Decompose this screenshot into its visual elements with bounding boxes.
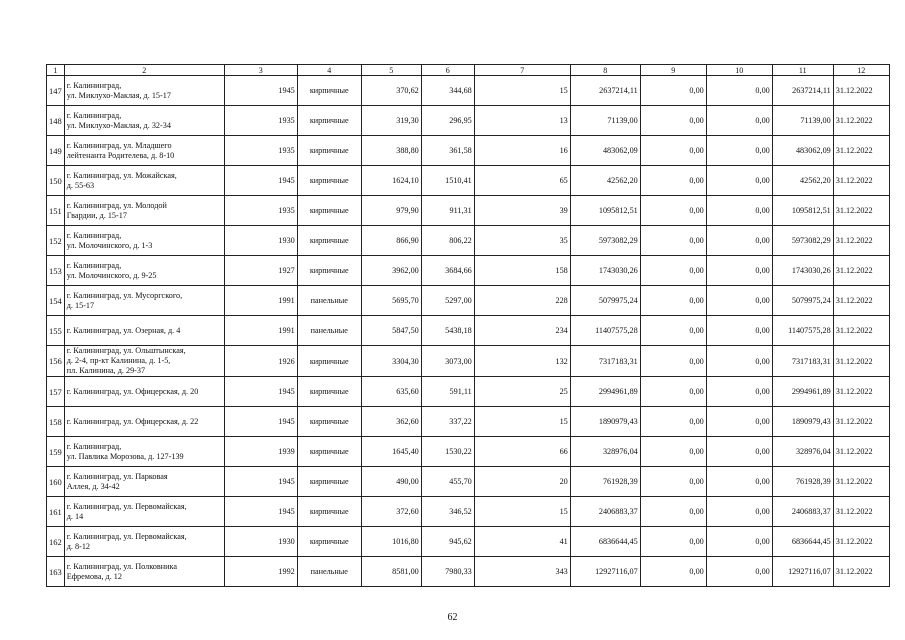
residents-count-cell: 15 (474, 407, 570, 437)
budget-cost-cell: 0,00 (706, 226, 772, 256)
address-line: ул. Молочинского, д. 1-3 (66, 240, 153, 250)
table-row (47, 226, 890, 256)
fund-cost-cell: 0,00 (640, 316, 706, 346)
total-area-cell: 3962,00 (361, 256, 421, 286)
year-built-cell: 1930 (224, 226, 297, 256)
address-line: ул. Молочинского, д. 9-25 (66, 270, 157, 280)
total-cost-cell: 1743030,26 (570, 256, 640, 286)
fund-cost-cell: 0,00 (640, 76, 706, 106)
budget-cost-cell: 0,00 (706, 76, 772, 106)
column-number-cell: 1 (47, 65, 65, 76)
table-row (47, 286, 890, 316)
column-number-cell: 12 (833, 65, 889, 76)
residents-count-cell: 158 (474, 256, 570, 286)
total-cost-cell: 483062,09 (570, 136, 640, 166)
residents-count-cell: 65 (474, 166, 570, 196)
living-area-cell: 346,52 (421, 497, 474, 527)
address-cell (64, 316, 224, 346)
budget-cost-cell: 0,00 (706, 377, 772, 407)
row-number-cell: 154 (47, 286, 65, 316)
total-cost-cell: 328976,04 (570, 437, 640, 467)
table-row (47, 136, 890, 166)
total-cost-cell: 71139,00 (570, 106, 640, 136)
row-number-cell: 161 (47, 497, 65, 527)
residents-count-cell: 16 (474, 136, 570, 166)
address-line: Ефремова, д. 12 (66, 571, 122, 581)
living-area-cell: 3684,66 (421, 256, 474, 286)
year-built-cell: 1945 (224, 407, 297, 437)
row-number-cell: 148 (47, 106, 65, 136)
address-line: ул. Миклухо-Маклая, д. 32-34 (66, 120, 171, 130)
wall-material-cell: кирпичные (297, 166, 361, 196)
wall-material-cell: панельные (297, 316, 361, 346)
wall-material-cell: кирпичные (297, 256, 361, 286)
completion-date-cell: 31.12.2022 (833, 407, 889, 437)
completion-date-cell: 31.12.2022 (833, 136, 889, 166)
address-cell (64, 407, 224, 437)
column-number-cell: 10 (706, 65, 772, 76)
total-cost-cell: 1890979,43 (570, 407, 640, 437)
fund-cost-cell: 0,00 (640, 286, 706, 316)
row-number-cell: 149 (47, 136, 65, 166)
address-line: пл. Калинина, д. 29-37 (66, 366, 146, 375)
total-cost-cell: 2406883,37 (570, 497, 640, 527)
address-line: г. Калининград, ул. Младшего (66, 140, 172, 150)
fund-cost-cell: 0,00 (640, 256, 706, 286)
total-area-cell: 3304,30 (361, 346, 421, 377)
fund-cost-cell: 0,00 (640, 557, 706, 587)
address-line: г. Калининград, ул. Офицерская, д. 22 (66, 416, 199, 426)
address-line: г. Калининград, (66, 441, 122, 451)
completion-date-cell: 31.12.2022 (833, 166, 889, 196)
column-number-cell: 8 (570, 65, 640, 76)
completion-date-cell: 31.12.2022 (833, 437, 889, 467)
table-row (47, 497, 890, 527)
other-cost-cell: 5973082,29 (772, 226, 833, 256)
completion-date-cell: 31.12.2022 (833, 557, 889, 587)
table-row (47, 557, 890, 587)
fund-cost-cell: 0,00 (640, 527, 706, 557)
fund-cost-cell: 0,00 (640, 407, 706, 437)
year-built-cell: 1945 (224, 497, 297, 527)
living-area-cell: 296,95 (421, 106, 474, 136)
housing-table (46, 64, 890, 587)
other-cost-cell: 11407575,28 (772, 316, 833, 346)
address-cell (64, 497, 224, 527)
residents-count-cell: 41 (474, 527, 570, 557)
address-line: г. Калининград, ул. Полковника (66, 561, 177, 571)
address-cell (64, 196, 224, 226)
address-line: г. Калининград, ул. Мусоргского, (66, 290, 183, 300)
address-line: г. Калининград, ул. Первомайская, (66, 531, 187, 541)
address-cell (64, 286, 224, 316)
table-row (47, 316, 890, 346)
wall-material-cell: кирпичные (297, 136, 361, 166)
address-line: ул. Миклухо-Маклая, д. 15-17 (66, 90, 171, 100)
table-row (47, 166, 890, 196)
completion-date-cell: 31.12.2022 (833, 316, 889, 346)
other-cost-cell: 5079975,24 (772, 286, 833, 316)
other-cost-cell: 483062,09 (772, 136, 833, 166)
completion-date-cell: 31.12.2022 (833, 286, 889, 316)
total-cost-cell: 11407575,28 (570, 316, 640, 346)
address-cell (64, 256, 224, 286)
year-built-cell: 1930 (224, 527, 297, 557)
total-area-cell: 635,60 (361, 377, 421, 407)
living-area-cell: 361,58 (421, 136, 474, 166)
other-cost-cell: 42562,20 (772, 166, 833, 196)
total-area-cell: 979,90 (361, 196, 421, 226)
table-row (47, 76, 890, 106)
row-number-cell: 156 (47, 346, 65, 377)
other-cost-cell: 1890979,43 (772, 407, 833, 437)
address-cell (64, 106, 224, 136)
address-cell (64, 467, 224, 497)
row-number-cell: 155 (47, 316, 65, 346)
completion-date-cell: 31.12.2022 (833, 76, 889, 106)
completion-date-cell: 31.12.2022 (833, 527, 889, 557)
living-area-cell: 7980,33 (421, 557, 474, 587)
row-number-cell: 153 (47, 256, 65, 286)
fund-cost-cell: 0,00 (640, 377, 706, 407)
living-area-cell: 3073,00 (421, 346, 474, 377)
wall-material-cell: кирпичные (297, 497, 361, 527)
living-area-cell: 1530,22 (421, 437, 474, 467)
column-number-cell: 11 (772, 65, 833, 76)
wall-material-cell: кирпичные (297, 467, 361, 497)
completion-date-cell: 31.12.2022 (833, 226, 889, 256)
address-line: д. 8-12 (66, 541, 91, 551)
residents-count-cell: 20 (474, 467, 570, 497)
other-cost-cell: 1095812,51 (772, 196, 833, 226)
residents-count-cell: 132 (474, 346, 570, 377)
address-line: г. Калининград, (66, 260, 122, 270)
other-cost-cell: 71139,00 (772, 106, 833, 136)
budget-cost-cell: 0,00 (706, 497, 772, 527)
year-built-cell: 1935 (224, 106, 297, 136)
year-built-cell: 1992 (224, 557, 297, 587)
year-built-cell: 1991 (224, 286, 297, 316)
living-area-cell: 806,22 (421, 226, 474, 256)
row-number-cell: 159 (47, 437, 65, 467)
living-area-cell: 337,22 (421, 407, 474, 437)
completion-date-cell: 31.12.2022 (833, 196, 889, 226)
completion-date-cell: 31.12.2022 (833, 256, 889, 286)
budget-cost-cell: 0,00 (706, 557, 772, 587)
total-area-cell: 319,30 (361, 106, 421, 136)
row-number-cell: 147 (47, 76, 65, 106)
table-row (47, 196, 890, 226)
total-area-cell: 372,60 (361, 497, 421, 527)
residents-count-cell: 228 (474, 286, 570, 316)
address-cell (64, 136, 224, 166)
budget-cost-cell: 0,00 (706, 467, 772, 497)
row-number-cell: 152 (47, 226, 65, 256)
budget-cost-cell: 0,00 (706, 106, 772, 136)
total-cost-cell: 6836644,45 (570, 527, 640, 557)
completion-date-cell: 31.12.2022 (833, 497, 889, 527)
address-line: г. Калининград, ул. Можайская, (66, 170, 177, 180)
fund-cost-cell: 0,00 (640, 497, 706, 527)
address-cell (64, 377, 224, 407)
wall-material-cell: кирпичные (297, 407, 361, 437)
budget-cost-cell: 0,00 (706, 527, 772, 557)
column-number-cell: 4 (297, 65, 361, 76)
row-number-cell: 158 (47, 407, 65, 437)
year-built-cell: 1926 (224, 346, 297, 377)
total-area-cell: 1624,10 (361, 166, 421, 196)
living-area-cell: 911,31 (421, 196, 474, 226)
total-area-cell: 362,60 (361, 407, 421, 437)
address-line: г. Калининград, ул. Ольштынская, (66, 346, 186, 355)
fund-cost-cell: 0,00 (640, 136, 706, 166)
residents-count-cell: 15 (474, 76, 570, 106)
completion-date-cell: 31.12.2022 (833, 377, 889, 407)
row-number-cell: 150 (47, 166, 65, 196)
year-built-cell: 1935 (224, 136, 297, 166)
wall-material-cell: кирпичные (297, 76, 361, 106)
address-line: г. Калининград, ул. Офицерская, д. 20 (66, 386, 199, 396)
address-line: Аллея, д. 34-42 (66, 481, 120, 491)
budget-cost-cell: 0,00 (706, 256, 772, 286)
address-cell (64, 226, 224, 256)
table-row (47, 407, 890, 437)
address-line: лейтенанта Родителева, д. 8-10 (66, 150, 175, 160)
other-cost-cell: 761928,39 (772, 467, 833, 497)
total-area-cell: 5847,50 (361, 316, 421, 346)
other-cost-cell: 7317183,31 (772, 346, 833, 377)
residents-count-cell: 66 (474, 437, 570, 467)
column-number-row (47, 65, 890, 76)
living-area-cell: 344,68 (421, 76, 474, 106)
other-cost-cell: 2994961,89 (772, 377, 833, 407)
total-cost-cell: 2994961,89 (570, 377, 640, 407)
wall-material-cell: панельные (297, 286, 361, 316)
row-number-cell: 160 (47, 467, 65, 497)
wall-material-cell: кирпичные (297, 346, 361, 377)
address-cell (64, 346, 224, 377)
total-cost-cell: 761928,39 (570, 467, 640, 497)
completion-date-cell: 31.12.2022 (833, 346, 889, 377)
table-row (47, 256, 890, 286)
address-cell (64, 166, 224, 196)
budget-cost-cell: 0,00 (706, 316, 772, 346)
address-line: ул. Павлика Морозова, д. 127-139 (66, 451, 184, 461)
fund-cost-cell: 0,00 (640, 196, 706, 226)
wall-material-cell: кирпичные (297, 527, 361, 557)
year-built-cell: 1945 (224, 467, 297, 497)
address-line: д. 55-63 (66, 180, 95, 190)
total-cost-cell: 42562,20 (570, 166, 640, 196)
residents-count-cell: 15 (474, 497, 570, 527)
address-line: д. 14 (66, 511, 84, 521)
year-built-cell: 1927 (224, 256, 297, 286)
address-cell (64, 437, 224, 467)
residents-count-cell: 39 (474, 196, 570, 226)
year-built-cell: 1945 (224, 166, 297, 196)
year-built-cell: 1945 (224, 377, 297, 407)
address-cell (64, 557, 224, 587)
residents-count-cell: 25 (474, 377, 570, 407)
wall-material-cell: кирпичные (297, 196, 361, 226)
living-area-cell: 5297,00 (421, 286, 474, 316)
budget-cost-cell: 0,00 (706, 346, 772, 377)
address-cell (64, 76, 224, 106)
total-cost-cell: 1095812,51 (570, 196, 640, 226)
page-number: 62 (447, 612, 458, 623)
total-cost-cell: 2637214,11 (570, 76, 640, 106)
completion-date-cell: 31.12.2022 (833, 106, 889, 136)
row-number-cell: 157 (47, 377, 65, 407)
table-row (47, 377, 890, 407)
address-line: Гвардии, д. 15-17 (66, 210, 127, 220)
total-area-cell: 490,00 (361, 467, 421, 497)
fund-cost-cell: 0,00 (640, 437, 706, 467)
living-area-cell: 5438,18 (421, 316, 474, 346)
fund-cost-cell: 0,00 (640, 226, 706, 256)
other-cost-cell: 12927116,07 (772, 557, 833, 587)
wall-material-cell: кирпичные (297, 226, 361, 256)
budget-cost-cell: 0,00 (706, 196, 772, 226)
column-number-cell: 2 (64, 65, 224, 76)
total-cost-cell: 12927116,07 (570, 557, 640, 587)
column-number-cell: 5 (361, 65, 421, 76)
row-number-cell: 151 (47, 196, 65, 226)
residents-count-cell: 343 (474, 557, 570, 587)
column-number-cell: 7 (474, 65, 570, 76)
total-area-cell: 1645,40 (361, 437, 421, 467)
column-number-cell: 6 (421, 65, 474, 76)
residents-count-cell: 13 (474, 106, 570, 136)
year-built-cell: 1939 (224, 437, 297, 467)
table-row (47, 467, 890, 497)
budget-cost-cell: 0,00 (706, 166, 772, 196)
budget-cost-cell: 0,00 (706, 407, 772, 437)
total-area-cell: 5695,70 (361, 286, 421, 316)
row-number-cell: 163 (47, 557, 65, 587)
total-cost-cell: 5973082,29 (570, 226, 640, 256)
total-area-cell: 1016,80 (361, 527, 421, 557)
fund-cost-cell: 0,00 (640, 106, 706, 136)
table-row (47, 437, 890, 467)
address-line: д. 2-4, пр-кт Калинина, д. 1-5, (66, 356, 171, 365)
column-number-cell: 9 (640, 65, 706, 76)
address-cell (64, 527, 224, 557)
total-area-cell: 388,80 (361, 136, 421, 166)
address-line: д. 15-17 (66, 300, 95, 310)
living-area-cell: 455,70 (421, 467, 474, 497)
other-cost-cell: 2406883,37 (772, 497, 833, 527)
address-line: г. Калининград, ул. Молодой (66, 200, 167, 210)
living-area-cell: 591,11 (421, 377, 474, 407)
total-cost-cell: 5079975,24 (570, 286, 640, 316)
table-row (47, 346, 890, 377)
living-area-cell: 1510,41 (421, 166, 474, 196)
wall-material-cell: кирпичные (297, 106, 361, 136)
budget-cost-cell: 0,00 (706, 286, 772, 316)
address-line: г. Калининград, (66, 230, 122, 240)
fund-cost-cell: 0,00 (640, 166, 706, 196)
other-cost-cell: 6836644,45 (772, 527, 833, 557)
total-area-cell: 370,62 (361, 76, 421, 106)
address-line: г. Калининград, ул. Озерная, д. 4 (66, 325, 181, 335)
address-line: г. Калининград, ул. Первомайская, (66, 501, 187, 511)
fund-cost-cell: 0,00 (640, 467, 706, 497)
wall-material-cell: панельные (297, 557, 361, 587)
year-built-cell: 1945 (224, 76, 297, 106)
address-line: г. Калининград, (66, 80, 122, 90)
other-cost-cell: 328976,04 (772, 437, 833, 467)
wall-material-cell: кирпичные (297, 437, 361, 467)
table-row (47, 527, 890, 557)
completion-date-cell: 31.12.2022 (833, 467, 889, 497)
residents-count-cell: 234 (474, 316, 570, 346)
row-number-cell: 162 (47, 527, 65, 557)
other-cost-cell: 2637214,11 (772, 76, 833, 106)
fund-cost-cell: 0,00 (640, 346, 706, 377)
residents-count-cell: 35 (474, 226, 570, 256)
wall-material-cell: кирпичные (297, 377, 361, 407)
living-area-cell: 945,62 (421, 527, 474, 557)
address-line: г. Калининград, ул. Парковая (66, 471, 168, 481)
budget-cost-cell: 0,00 (706, 136, 772, 166)
address-line: г. Калининград, (66, 110, 122, 120)
table-row (47, 106, 890, 136)
column-number-cell: 3 (224, 65, 297, 76)
other-cost-cell: 1743030,26 (772, 256, 833, 286)
total-cost-cell: 7317183,31 (570, 346, 640, 377)
total-area-cell: 866,90 (361, 226, 421, 256)
year-built-cell: 1991 (224, 316, 297, 346)
total-area-cell: 8581,00 (361, 557, 421, 587)
year-built-cell: 1935 (224, 196, 297, 226)
budget-cost-cell: 0,00 (706, 437, 772, 467)
